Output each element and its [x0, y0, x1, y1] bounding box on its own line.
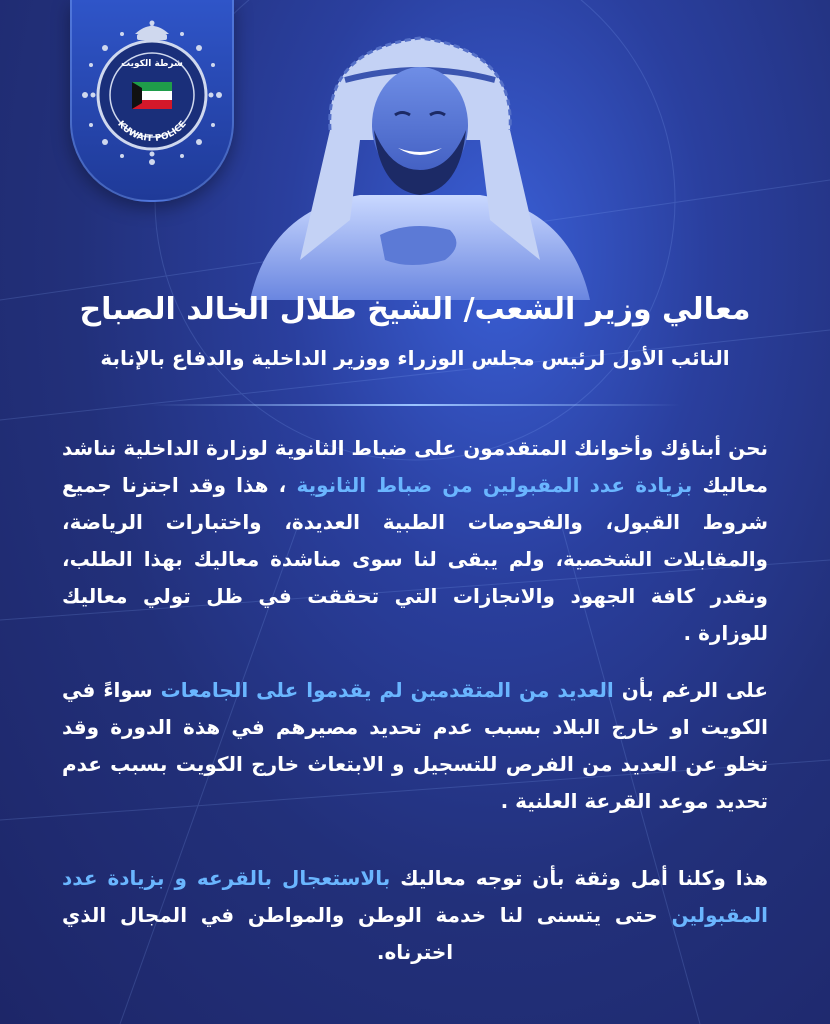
paragraph-3-highlight: بالاستعجال بالقرعه و بزيادة عدد المقبولين	[62, 866, 768, 927]
paragraph-1-highlight: بزيادة عدد المقبولين من ضباط الثانوية	[296, 473, 693, 497]
page-subtitle: النائب الأول لرئيس مجلس الوزراء ووزير الداخلية والدفاع بالإنابة	[100, 346, 730, 370]
paragraph-2-highlight: العديد من المتقدمين لم يقدموا على الجامعات	[160, 678, 614, 702]
paragraph-3-text: هذا وكلنا أمل وثقة بأن توجه معاليك	[390, 866, 768, 890]
paragraph-3-text-end: حتى يتسنى لنا خدمة الوطن والمواطن في المجال الذي اخترناه.	[62, 903, 672, 964]
title-divider	[150, 404, 680, 406]
paragraph-3	[62, 860, 768, 971]
paragraph-2-text: على الرغم بأن	[613, 678, 768, 702]
paragraph-1-text: نحن أبناؤك وأخوانك المتقدمون على ضباط الثانوية لوزارة الداخلية نناشد معاليك	[62, 436, 768, 497]
page-title: معالي وزير الشعب/ الشيخ طلال الخالد الصباح	[79, 292, 751, 327]
paragraph-2-text-end: سواءً في الكويت او خارج البلاد بسبب عدم تحديد مصيرهم في هذة الدورة وقد تخلو عن العديد من الفرص للتسجيل و الابتعاث خارج الكويت بسبب عدم تحديد موعد القرعة العلنية .	[62, 678, 768, 813]
badge-english-text: KUWAIT POLICE	[115, 119, 189, 145]
minister-portrait	[250, 20, 590, 300]
paragraph-2	[62, 672, 768, 820]
paragraph-1-text-end: ، هذا وقد اجتزنا جميع شروط القبول، والفحوصات الطبية العديدة، واختبارات الرياضة، والمقابلات الشخصية، ولم يبقى لنا سوى مناشدة معاليك بهذا الطلب، ونقدر كافة الجهود والانجازات التي تحققت في ظل تولي معاليك للوزارة .	[62, 473, 768, 645]
kuwait-police-badge	[70, 0, 234, 202]
paragraph-1	[62, 430, 768, 652]
badge-arabic-text: شرطة الكويت	[121, 59, 183, 69]
police-emblem-icon	[77, 20, 227, 170]
